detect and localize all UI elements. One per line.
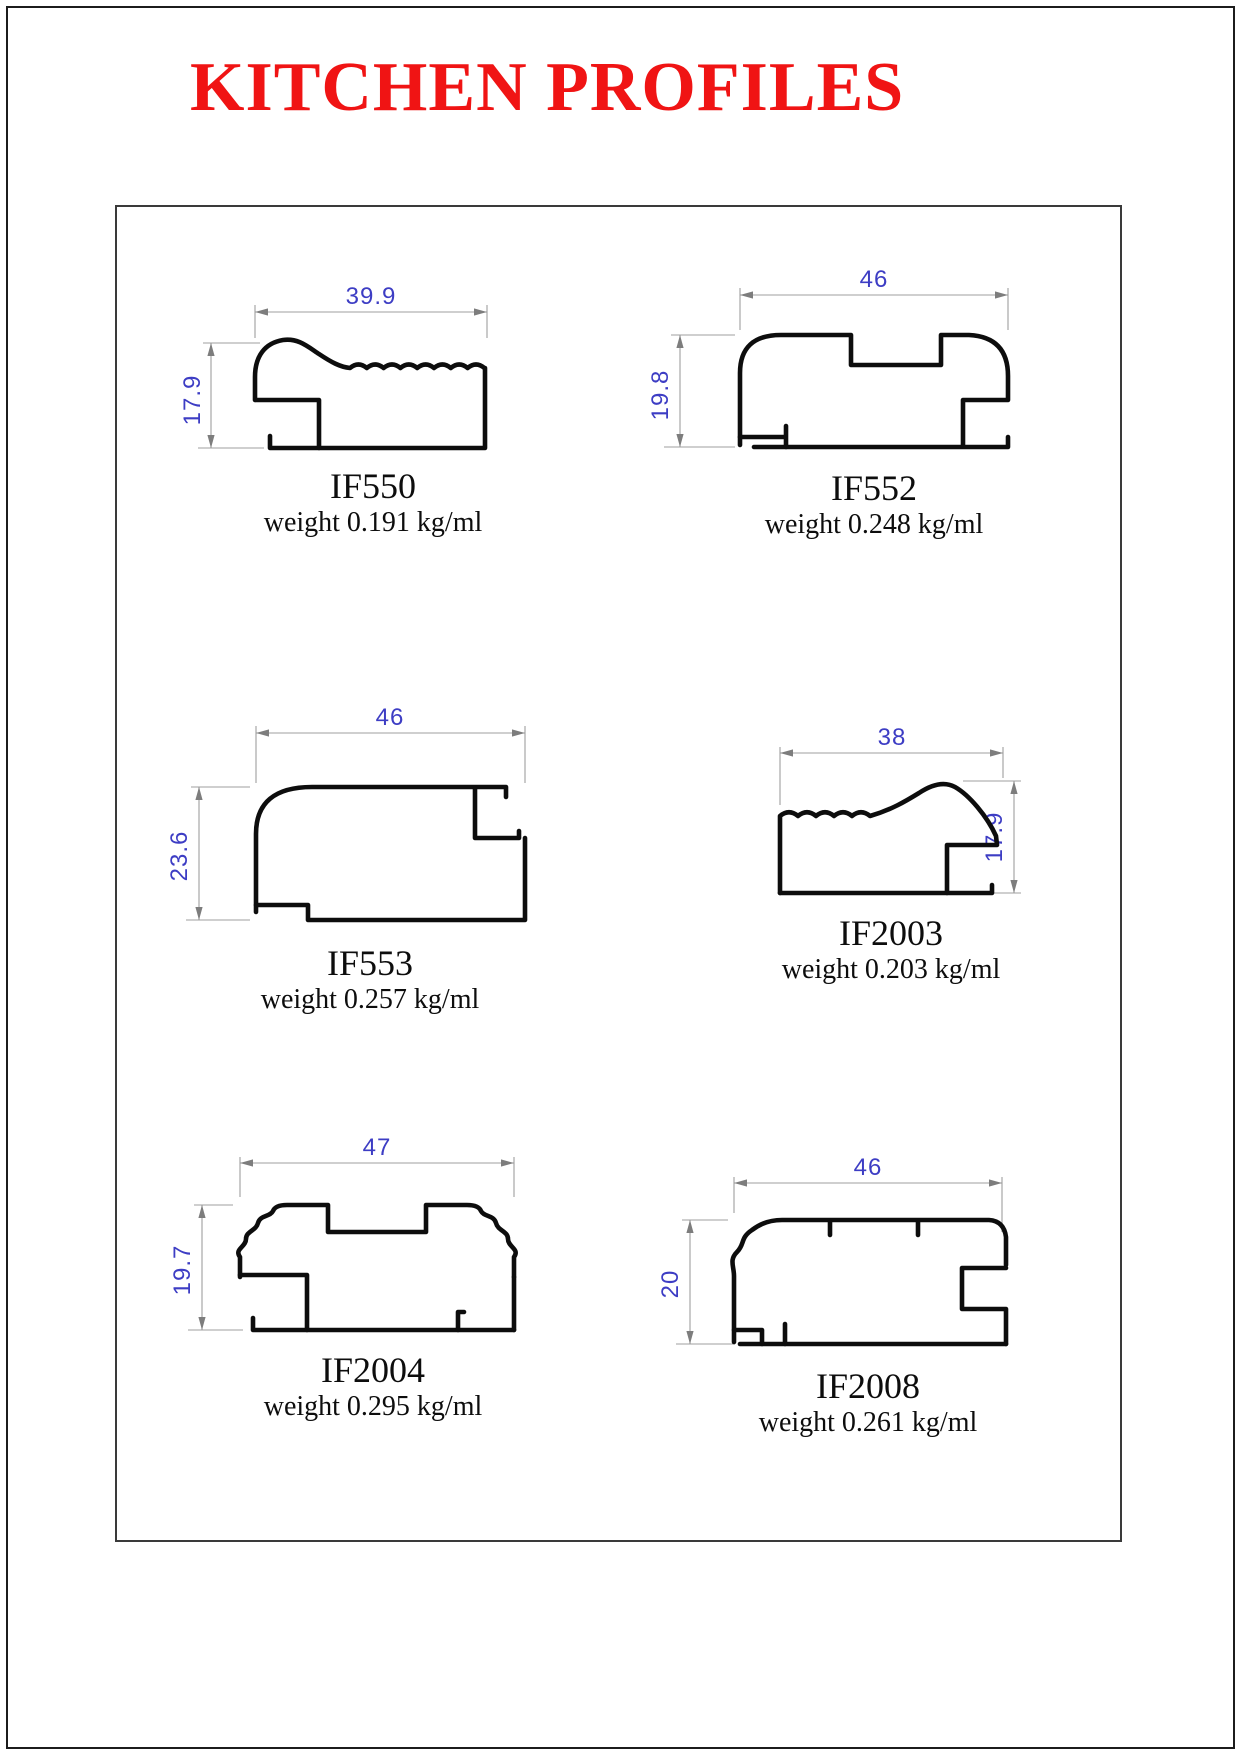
dimension-arrows bbox=[207, 308, 487, 448]
profile-name: IF2008 bbox=[815, 1366, 920, 1406]
page-title: KITCHEN PROFILES bbox=[190, 49, 905, 126]
profile-name: IF550 bbox=[329, 466, 416, 506]
profile-label-if552 bbox=[724, 470, 1024, 541]
profile-label-if2004 bbox=[217, 1352, 529, 1423]
profile-name: IF2003 bbox=[838, 913, 943, 953]
height-dimension-label: 19.7 bbox=[169, 1244, 196, 1296]
width-dimension-label: 38 bbox=[877, 724, 907, 751]
profile-outline bbox=[732, 1220, 1006, 1344]
width-dimension-label: 47 bbox=[362, 1134, 392, 1161]
profile-name: IF552 bbox=[830, 468, 917, 508]
profile-weight: weight 0.257 kg/ml bbox=[260, 983, 480, 1015]
height-dimension-label: 17.9 bbox=[981, 811, 1008, 863]
dimension-lines bbox=[198, 305, 487, 448]
dimension-lines bbox=[188, 1157, 514, 1330]
profile-weight: weight 0.295 kg/ml bbox=[263, 1390, 483, 1422]
width-dimension-label: 46 bbox=[375, 704, 405, 731]
profile-name: IF553 bbox=[326, 943, 413, 983]
profile-outline bbox=[255, 340, 485, 448]
profile-name: IF2004 bbox=[320, 1350, 425, 1390]
profile-figure-if550 bbox=[160, 250, 510, 465]
height-dimension-label: 19.8 bbox=[647, 369, 674, 421]
profile-label-if2003 bbox=[741, 915, 1041, 986]
height-dimension-label: 20 bbox=[657, 1269, 684, 1299]
profile-figure-if2003 bbox=[665, 650, 1065, 910]
profile-figure-if553 bbox=[160, 640, 550, 940]
dimension-lines bbox=[664, 288, 1008, 447]
profile-outline bbox=[256, 787, 525, 920]
profile-outline bbox=[780, 784, 997, 893]
profile-label-if550 bbox=[223, 468, 523, 539]
profile-weight: weight 0.203 kg/ml bbox=[781, 953, 1001, 985]
height-dimension-label: 23.6 bbox=[166, 830, 193, 882]
dimension-lines bbox=[676, 1177, 1002, 1344]
profile-weight: weight 0.248 kg/ml bbox=[764, 508, 984, 540]
profile-figure-if552 bbox=[600, 240, 1020, 470]
width-dimension-label: 46 bbox=[853, 1154, 883, 1181]
profile-figure-if2008 bbox=[640, 1100, 1030, 1355]
profile-label-if2008 bbox=[712, 1368, 1024, 1439]
profile-outline bbox=[238, 1205, 515, 1330]
dimension-arrows bbox=[676, 291, 1008, 447]
profile-figure-if2004 bbox=[158, 1085, 548, 1345]
width-dimension-label: 39.9 bbox=[345, 283, 397, 310]
profile-outline bbox=[740, 335, 1008, 447]
height-dimension-label: 17.9 bbox=[179, 374, 206, 426]
profile-weight: weight 0.191 kg/ml bbox=[263, 506, 483, 538]
profile-label-if553 bbox=[220, 945, 520, 1016]
width-dimension-label: 46 bbox=[859, 266, 889, 293]
profile-weight: weight 0.261 kg/ml bbox=[758, 1406, 978, 1438]
